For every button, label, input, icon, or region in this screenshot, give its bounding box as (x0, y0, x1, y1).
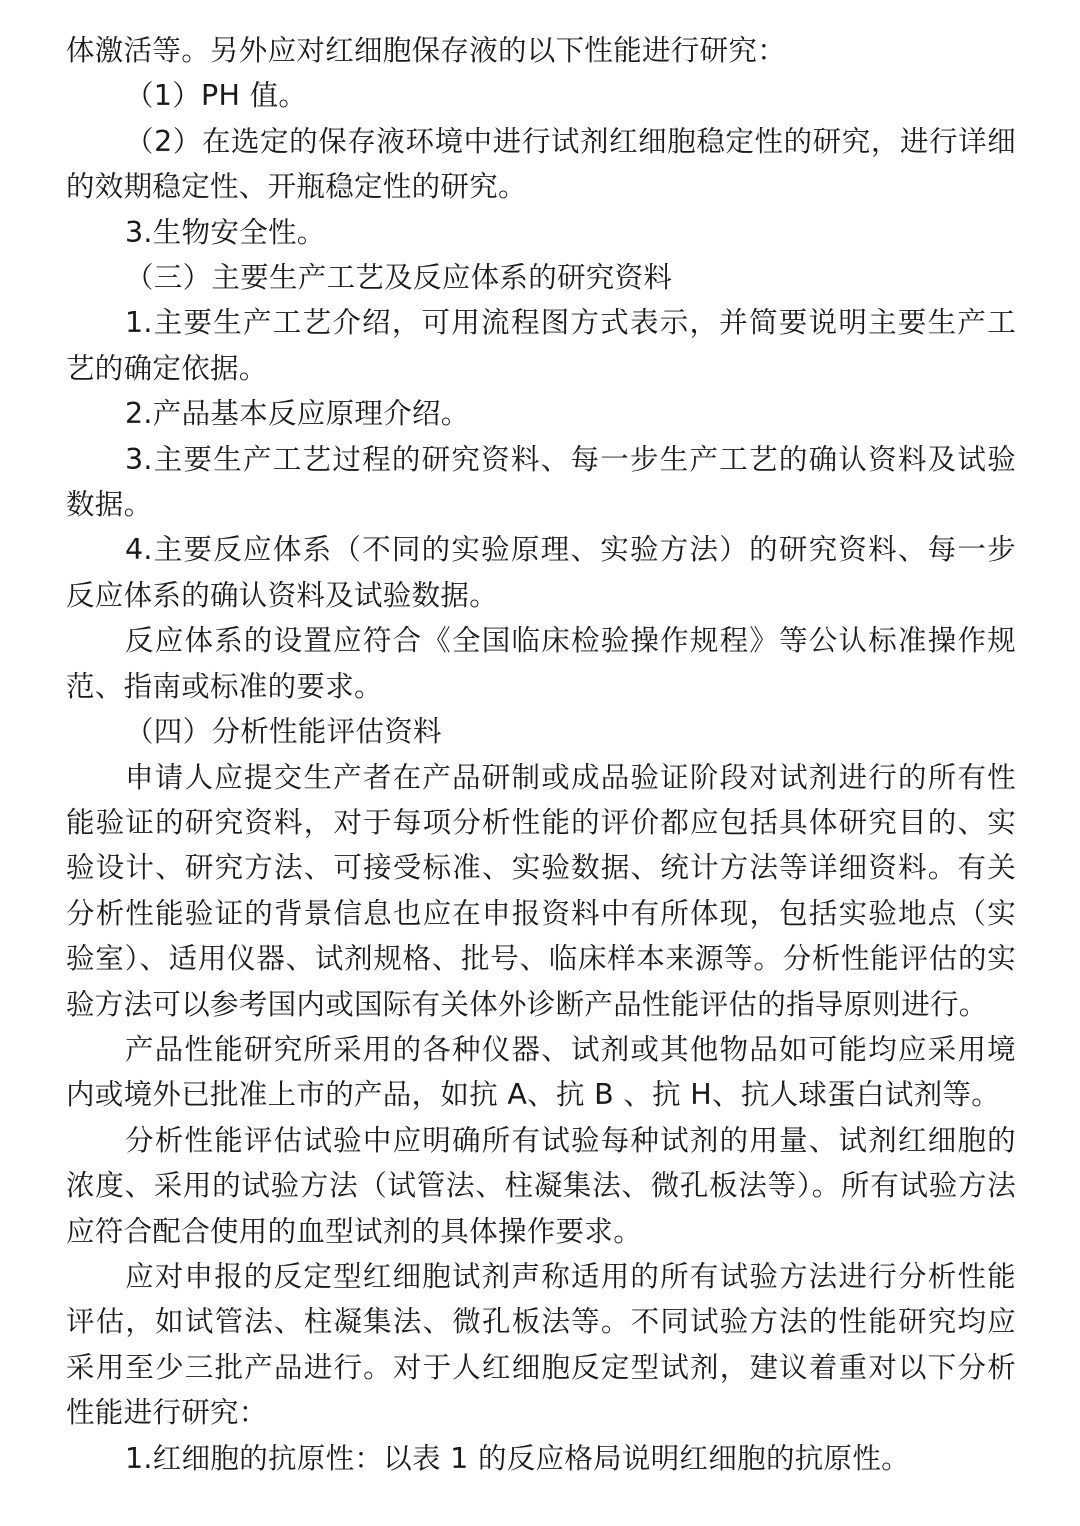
paragraph-6: 1.主要生产工艺介绍，可用流程图方式表示，并简要说明主要生产工艺的确定依据。 (66, 306, 1016, 385)
paragraph-9: 4.主要反应体系（不同的实验原理、实验方法）的研究资料、每一步反应体系的确认资料及试验数据。 (66, 533, 1016, 612)
document-page (66, 28, 1016, 1481)
paragraph-1: 体激活等。另外应对红细胞保存液的以下性能进行研究： (66, 34, 787, 67)
paragraph-14: 分析性能评估试验中应明确所有试验每种试剂的用量、试剂红细胞的浓度、采用的试验方法（试管法、柱凝集法、微孔板法等）。所有试验方法应符合配合使用的血型试剂的具体操作要求。 (66, 1123, 1016, 1248)
paragraph-7: 2.产品基本反应原理介绍。 (125, 397, 470, 431)
paragraph-2: （1）PH 值。 (125, 79, 308, 113)
paragraph-13: 产品性能研究所采用的各种仪器、试剂或其他物品如可能均应采用境内或境外已批准上市的产品，如抗 A、抗 B 、抗 H、抗人球蛋白试剂等。 (66, 1032, 1016, 1112)
paragraph-15: 应对申报的反定型红细胞试剂声称适用的所有试验方法进行分析性能评估，如试管法、柱凝集法、微孔板法等。不同试验方法的性能研究均应采用至少三批产品进行。对于人红细胞反定型试剂，建议着重对以下分析性能进行研究： (66, 1259, 1016, 1430)
paragraph-3: （2）在选定的保存液环境中进行试剂红细胞稳定性的研究，进行详细的效期稳定性、开瓶稳定性的研究。 (66, 124, 1016, 204)
paragraph-12: 申请人应提交生产者在产品研制或成品验证阶段对试剂进行的所有性能验证的研究资料，对于每项分析性能的评价都应包括具体研究目的、实验设计、研究方法、可接受标准、实验数据、统计方法等详细资料。有关分析性能验证的背景信息也应在申报资料中有所体现，包括实验地点（实验室）、适用仪器、试剂规格、批号、临床样本来源等。分析性能评估的实验方法可以参考国内或国际有关体外诊断产品性能评估的指导原则进行。 (66, 760, 1016, 1021)
paragraph-16: 1.红细胞的抗原性：以表 1 的反应格局说明红细胞的抗原性。 (125, 1441, 910, 1475)
paragraph-10: 反应体系的设置应符合《全国临床检验操作规程》等公认标准操作规范、指南或标准的要求。 (66, 624, 1016, 703)
section-heading-4: （四）分析性能评估资料 (125, 715, 442, 749)
paragraph-4: 3.生物安全性。 (125, 215, 326, 249)
section-heading-3: （三）主要生产工艺及反应体系的研究资料 (125, 261, 673, 295)
paragraph-8: 3.主要生产工艺过程的研究资料、每一步生产工艺的确认资料及试验数据。 (66, 442, 1016, 522)
